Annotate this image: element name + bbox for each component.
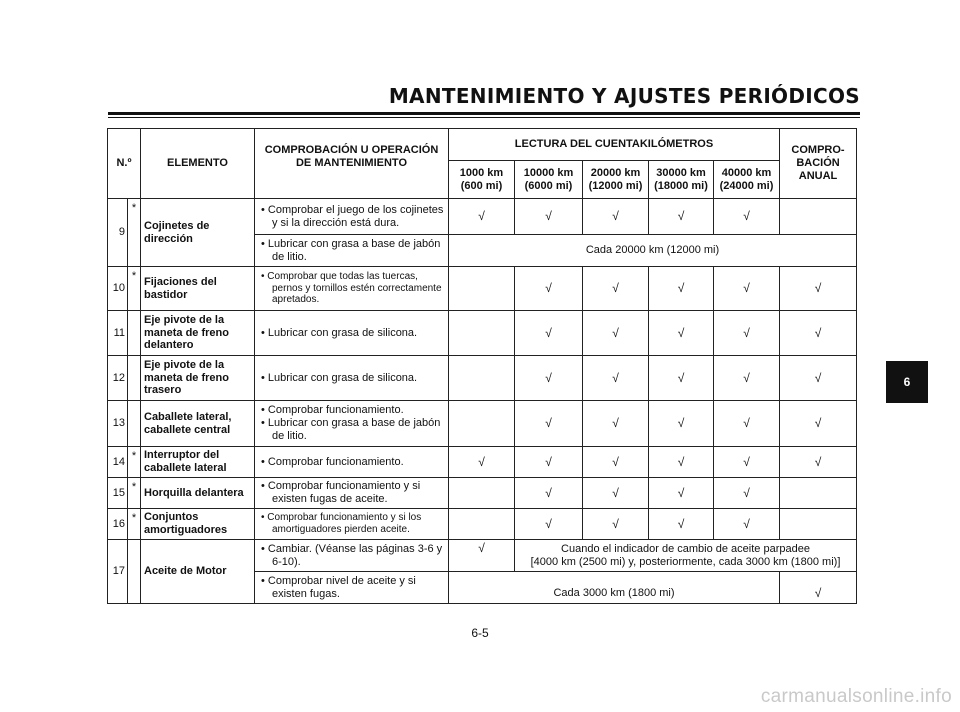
check-mark: √ [649,356,714,401]
check-mark: √ [515,267,583,311]
row-number: 10 [108,267,128,311]
row-operation: • Lubricar con grasa a base de jabón de litio. [261,417,441,442]
table-row [108,311,857,356]
row-operation: • Lubricar con grasa de silicona. [261,371,418,384]
row-element: Fijaciones del bastidor [141,267,255,311]
row-element: Caballete lateral, caballete central [141,401,255,447]
row-operation: • Comprobar funcionamiento. [261,455,404,468]
check-mark: √ [449,447,515,478]
table-row [108,447,857,478]
row-operation: • Comprobar nivel de aceite y si existen fugas. [261,574,416,600]
row-number: 11 [108,311,128,356]
row-element: Conjuntos amortiguadores [141,509,255,540]
table-row [108,509,857,540]
row-number: 9 [108,199,128,267]
check-mark: √ [649,447,714,478]
header-element: ELEMENTO [141,129,255,199]
header-interval-4: 30000 km (18000 mi) [649,161,714,199]
row-operation: • Comprobar el juego de los cojinetes y si la dirección está dura. [261,203,444,229]
check-mark: √ [583,478,649,509]
check-mark: √ [583,356,649,401]
check-mark: √ [649,401,714,447]
check-mark: √ [583,447,649,478]
check-mark: √ [515,509,583,540]
title-rule-thin [108,117,860,118]
table-row [108,199,857,235]
table-row [108,401,857,447]
check-mark: √ [583,401,649,447]
table-row [108,267,857,311]
header-interval-5: 40000 km (24000 mi) [714,161,780,199]
check-mark: √ [583,199,649,235]
row-operation: • Lubricar con grasa a base de jabón de litio. [261,237,441,263]
check-mark: √ [780,401,857,447]
page-title: MANTENIMIENTO Y AJUSTES PERIÓDICOS [388,84,860,108]
row-star: * [128,478,141,509]
check-mark: √ [649,478,714,509]
check-mark: √ [714,478,780,509]
check-mark: √ [780,572,857,604]
header-num: N.º [108,129,141,199]
check-mark: √ [515,199,583,235]
row-star: * [128,199,141,267]
row-star: * [128,447,141,478]
header-odometer: LECTURA DEL CUENTAKILÓMETROS [449,129,780,161]
row-number: 12 [108,356,128,401]
row-number: 13 [108,401,128,447]
check-mark: √ [649,509,714,540]
table-row [108,356,857,401]
check-mark: √ [649,311,714,356]
row-element: Cojinetes de dirección [141,199,255,267]
check-mark: √ [714,447,780,478]
row-operation: • Lubricar con grasa de silicona. [261,326,418,339]
header-annual: COMPRO-BACIÓN ANUAL [780,129,857,199]
check-mark: √ [515,356,583,401]
table-row [108,540,857,572]
check-mark: √ [583,311,649,356]
check-mark: √ [780,267,857,311]
row-number: 17 [108,540,128,604]
header-interval-1: 1000 km (600 mi) [449,161,515,199]
check-mark: √ [714,509,780,540]
check-mark: √ [515,401,583,447]
row-star: * [128,509,141,540]
check-mark: √ [780,447,857,478]
check-mark: √ [780,311,857,356]
check-mark: √ [583,509,649,540]
check-mark: √ [449,540,515,572]
interval-span-text: Cuando el indicador de cambio de aceite parpadee [561,542,810,555]
row-star: * [128,267,141,311]
row-element: Horquilla delantera [141,478,255,509]
check-mark: √ [714,401,780,447]
check-mark: √ [449,199,515,235]
check-mark: √ [714,267,780,311]
check-mark: √ [515,447,583,478]
row-operation: • Cambiar. (Véanse las páginas 3-6 y 6-10). [261,542,443,568]
row-operation: • Comprobar funcionamiento. [261,404,404,417]
title-rule [108,112,860,115]
row-element: Eje pivote de la maneta de freno delantero [141,311,255,356]
row-element: Aceite de Motor [141,540,255,604]
check-mark: √ [515,478,583,509]
header-interval-2: 10000 km (6000 mi) [515,161,583,199]
check-mark: √ [649,199,714,235]
interval-span-text: Cada 3000 km (1800 mi) [449,572,780,604]
check-mark: √ [583,267,649,311]
check-mark: √ [714,311,780,356]
watermark: carmanualsonline.info [760,686,952,707]
header-interval-3: 20000 km (12000 mi) [583,161,649,199]
header-operation: COMPROBACIÓN U OPERACIÓN DE MANTENIMIENTO [255,129,449,199]
interval-span-text: Cada 20000 km (12000 mi) [449,235,857,267]
check-mark: √ [649,267,714,311]
check-mark: √ [780,356,857,401]
check-mark: √ [714,356,780,401]
check-mark: √ [515,311,583,356]
row-operation: • Comprobar funcionamiento y si existen fugas de aceite. [261,480,421,505]
row-number: 16 [108,509,128,540]
row-number: 14 [108,447,128,478]
interval-span-text: [4000 km (2500 mi) y, posteriormente, cada 3000 km (1800 mi)] [530,555,841,568]
page-number: 6-5 [471,626,489,640]
row-element: Eje pivote de la maneta de freno trasero [141,356,255,401]
maintenance-table [107,128,857,604]
row-number: 15 [108,478,128,509]
chapter-tab: 6 [886,361,928,403]
row-operation: • Comprobar funcionamiento y si los amortiguadores pierden aceite. [261,512,422,535]
check-mark: √ [714,199,780,235]
table-row [108,478,857,509]
row-operation: • Comprobar que todas las tuercas, pernos y tornillos estén correctamente apretados. [261,270,442,306]
row-element: Interruptor del caballete lateral [141,447,255,478]
